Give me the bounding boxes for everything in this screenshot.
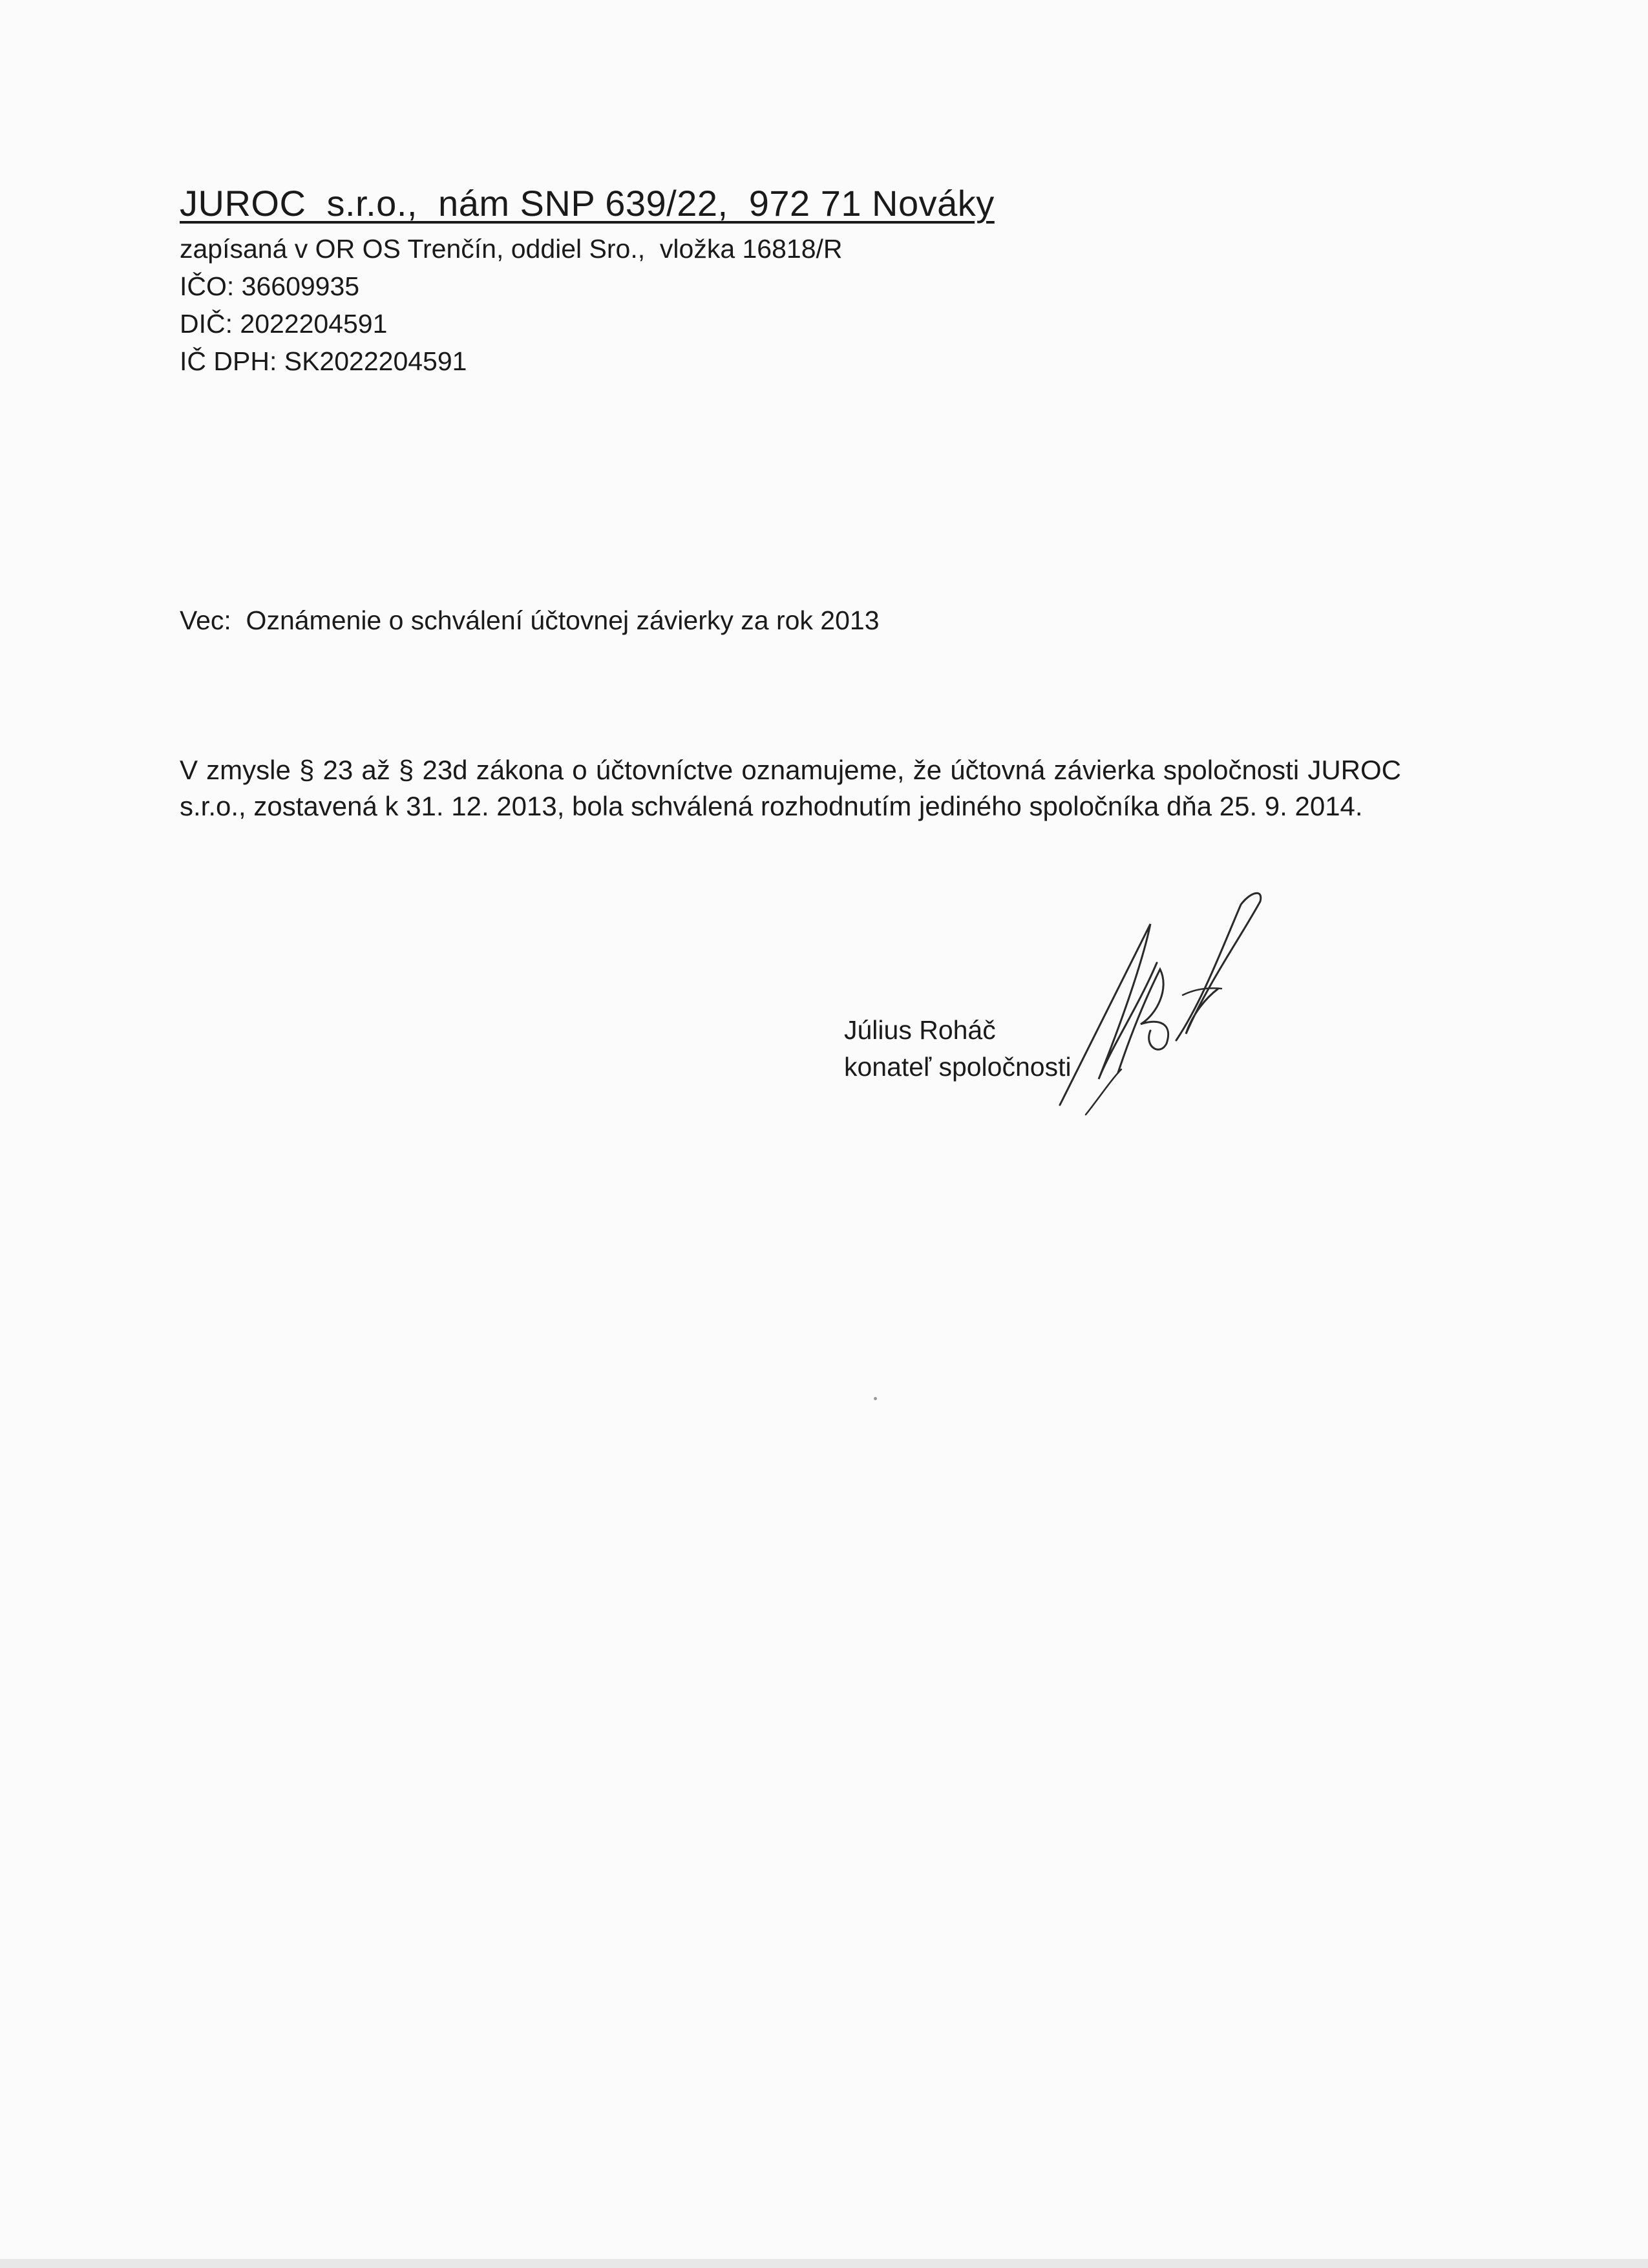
- body-paragraph: V zmysle § 23 až § 23d zákona o účtovníctve oznamujeme, že účtovná závierka spoločnosti JUROC s.r.o., zostavená k 31. 12. 2013, bola schválená rozhodnutím jediného spoločníka dňa 25. 9. 2014.: [180, 755, 1401, 821]
- scan-bottom-edge: [0, 2259, 1648, 2268]
- signatory-role: konateľ spoločnosti: [844, 1052, 1072, 1082]
- company-header: JUROC s.r.o., nám SNP 639/22, 972 71 Nováky: [180, 183, 995, 224]
- registration-line: zapísaná v OR OS Trenčín, oddiel Sro., vložka 16818/R: [180, 234, 843, 264]
- handwritten-signature-icon: [1047, 885, 1305, 1118]
- ic-dph-line: IČ DPH: SK2022204591: [180, 346, 467, 376]
- subject-line: Vec: Oznámenie o schválení účtovnej závierky za rok 2013: [180, 605, 880, 635]
- ico-line: IČO: 36609935: [180, 271, 360, 301]
- dic-line: DIČ: 2022204591: [180, 309, 388, 339]
- signatory-name: Július Roháč: [844, 1015, 996, 1045]
- scan-speck: [874, 1397, 877, 1400]
